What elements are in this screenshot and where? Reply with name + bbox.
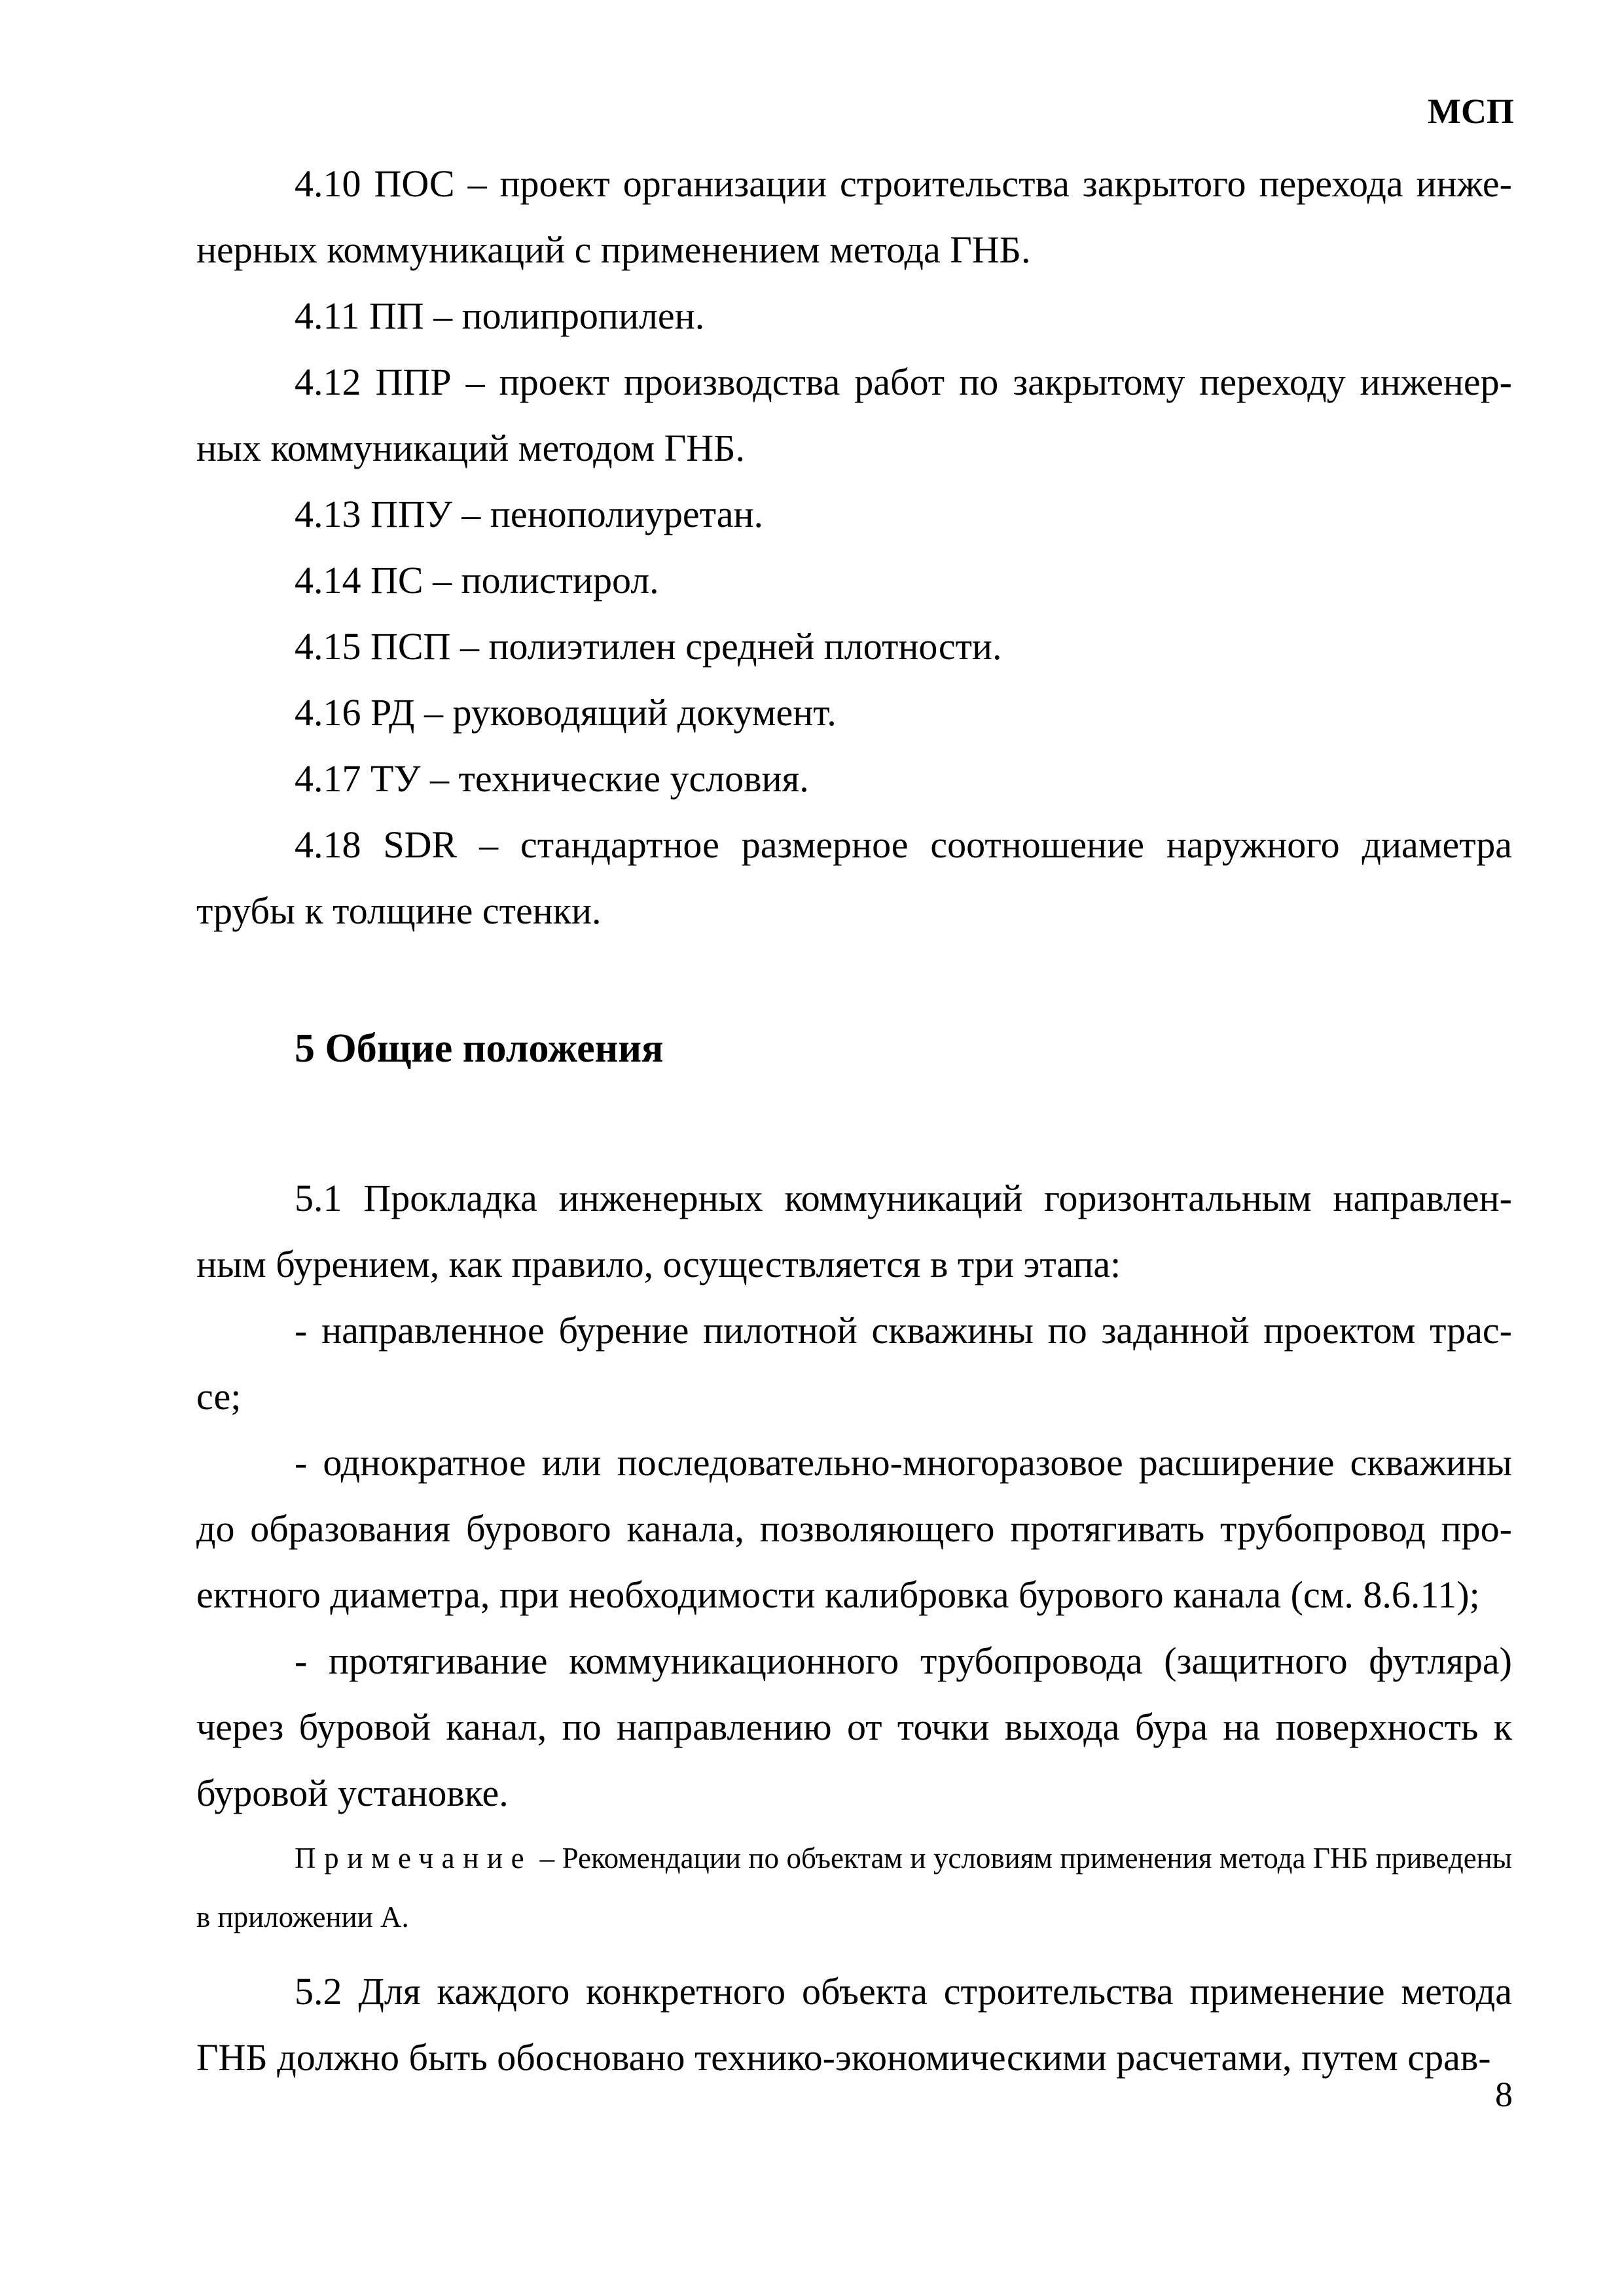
abbreviations-list [196,151,1512,944]
abbreviation-item: 4.12 ППР – проект производства работ по закрытому переходу инженер-ных коммуникаций методом ГНБ. [196,361,1512,469]
abbreviation-item: 4.13 ППУ – пенополиуретан. [295,493,763,535]
page-content [196,151,1512,2090]
stage-item: - однократное или последовательно-многоразовое расширение скважины до образования бурового канала, позволяющего протягивать трубопровод про-ектного диаметра, при необходимости калибровка бурового канала (см. 8.6.11); [196,1441,1512,1616]
note-text: – Рекомендации по объектам и условиям применения метода ГНБ приведены в приложении А. [196,1842,1512,1933]
abbreviation-item: 4.14 ПС – полистирол. [295,559,659,601]
abbreviation-item: 4.18 SDR – стандартное размерное соотношение наружного диаметра трубы к толщине стенки. [196,823,1512,932]
paragraph-5-1: 5.1 Прокладка инженерных коммуникаций горизонтальным направлен-ным бурением, как правило, осуществляется в три этапа: [196,1177,1512,1285]
stage-item: - протягивание коммуникационного трубопровода (защитного футляра) через буровой канал, по направлению от точки выхода бура на поверхность к буровой установке. [196,1640,1512,1814]
abbreviation-item: 4.11 ПП – полипропилен. [295,295,705,337]
abbreviation-item: 4.15 ПСП – полиэтилен средней плотности. [295,625,1002,668]
abbreviation-item: 4.16 РД – руководящий документ. [295,691,837,734]
note-label: Примечание [295,1842,533,1874]
page-number: 8 [1495,2075,1513,2114]
document-code-header: МСП [1428,92,1514,131]
paragraph-5-2: 5.2 Для каждого конкретного объекта строительства применение метода ГНБ должно быть обосновано технико-экономическими расчетами, путем срав- [196,1970,1512,2079]
note [196,1829,1512,1946]
abbreviation-item: 4.17 ТУ – технические условия. [295,757,809,800]
abbreviation-item: 4.10 ПОС – проект организации строительства закрытого перехода инже-нерных коммуникаций с применением метода ГНБ. [196,162,1512,271]
stage-item: - направленное бурение пилотной скважины по заданной проектом трас-се; [196,1309,1512,1418]
section-heading: 5 Общие положения [295,1026,664,1071]
